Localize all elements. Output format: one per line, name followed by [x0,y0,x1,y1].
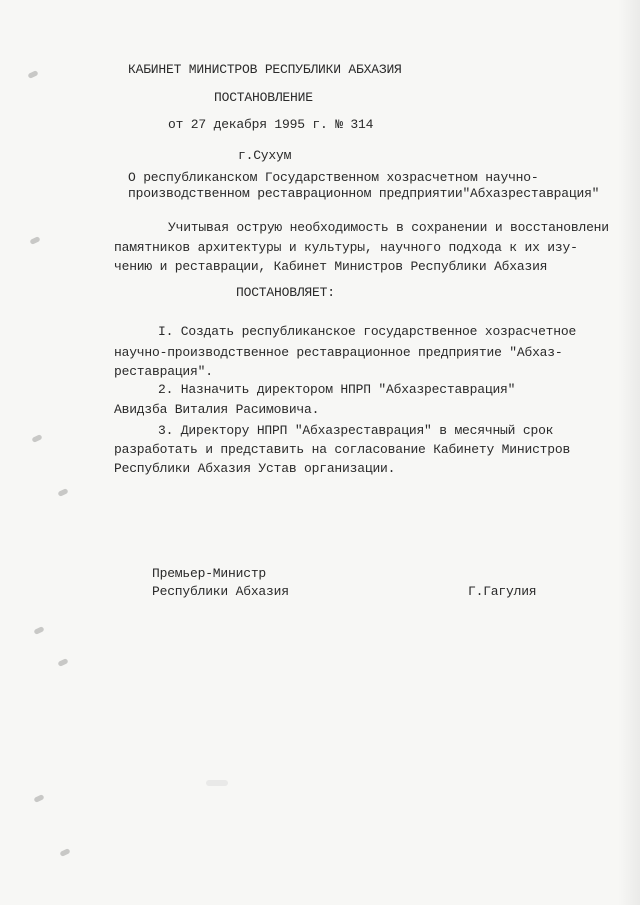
item-2-line-1: 2. Назначить директором НПРП "Абхазреставрация" [158,382,516,397]
signatory-name: Г.Гагулия [468,584,537,599]
punch-mark [33,626,44,635]
date-number: от 27 декабря 1995 г. № 314 [168,117,374,132]
organization-header: КАБИНЕТ МИНИСТРОВ РЕСПУБЛИКИ АБХАЗИЯ [128,62,402,77]
item-3-line-1: 3. Директору НПРП "Абхазреставрация" в месячный срок [158,423,554,438]
paper-smudge [206,780,228,786]
item-3-line-2: разработать и представить на согласование Кабинету Министров [114,442,571,457]
punch-mark [57,488,68,497]
city: г.Сухум [238,148,292,163]
preamble-line-3: чению и реставрации, Кабинет Министров Республики Абхазия [114,259,548,274]
resolves-heading: ПОСТАНОВЛЯЕТ: [236,285,335,300]
item-1-line-3: реставрация". [114,364,213,379]
item-3-line-3: Республики Абхазия Устав организации. [114,461,396,476]
document-type: ПОСТАНОВЛЕНИЕ [214,90,313,105]
title-line-1: О республиканском Государственном хозрасчетном научно- [128,170,539,185]
item-1-line-2: научно-производственное реставрационное предприятие "Абхаз- [114,345,563,360]
punch-mark [27,70,38,79]
punch-mark [33,794,44,803]
preamble-line-2: памятников архитектуры и культуры, научного подхода к их изу- [114,240,578,255]
signatory-position-line-2: Республики Абхазия [152,584,289,599]
signatory-position-line-1: Премьер-Министр [152,566,267,581]
punch-mark [59,848,70,857]
title-line-2: производственном реставрационном предприятии"Абхазреставрация" [128,186,600,201]
item-2-line-2: Авидзба Виталия Расимовича. [114,402,320,417]
punch-mark [57,658,68,667]
punch-mark [31,434,42,443]
page-edge-shadow [618,0,640,905]
item-1-line-1: I. Создать республиканское государственное хозрасчетное [158,324,577,339]
punch-mark [29,236,40,245]
preamble-line-1: Учитывая острую необходимость в сохранении и восстановлени [168,220,609,235]
